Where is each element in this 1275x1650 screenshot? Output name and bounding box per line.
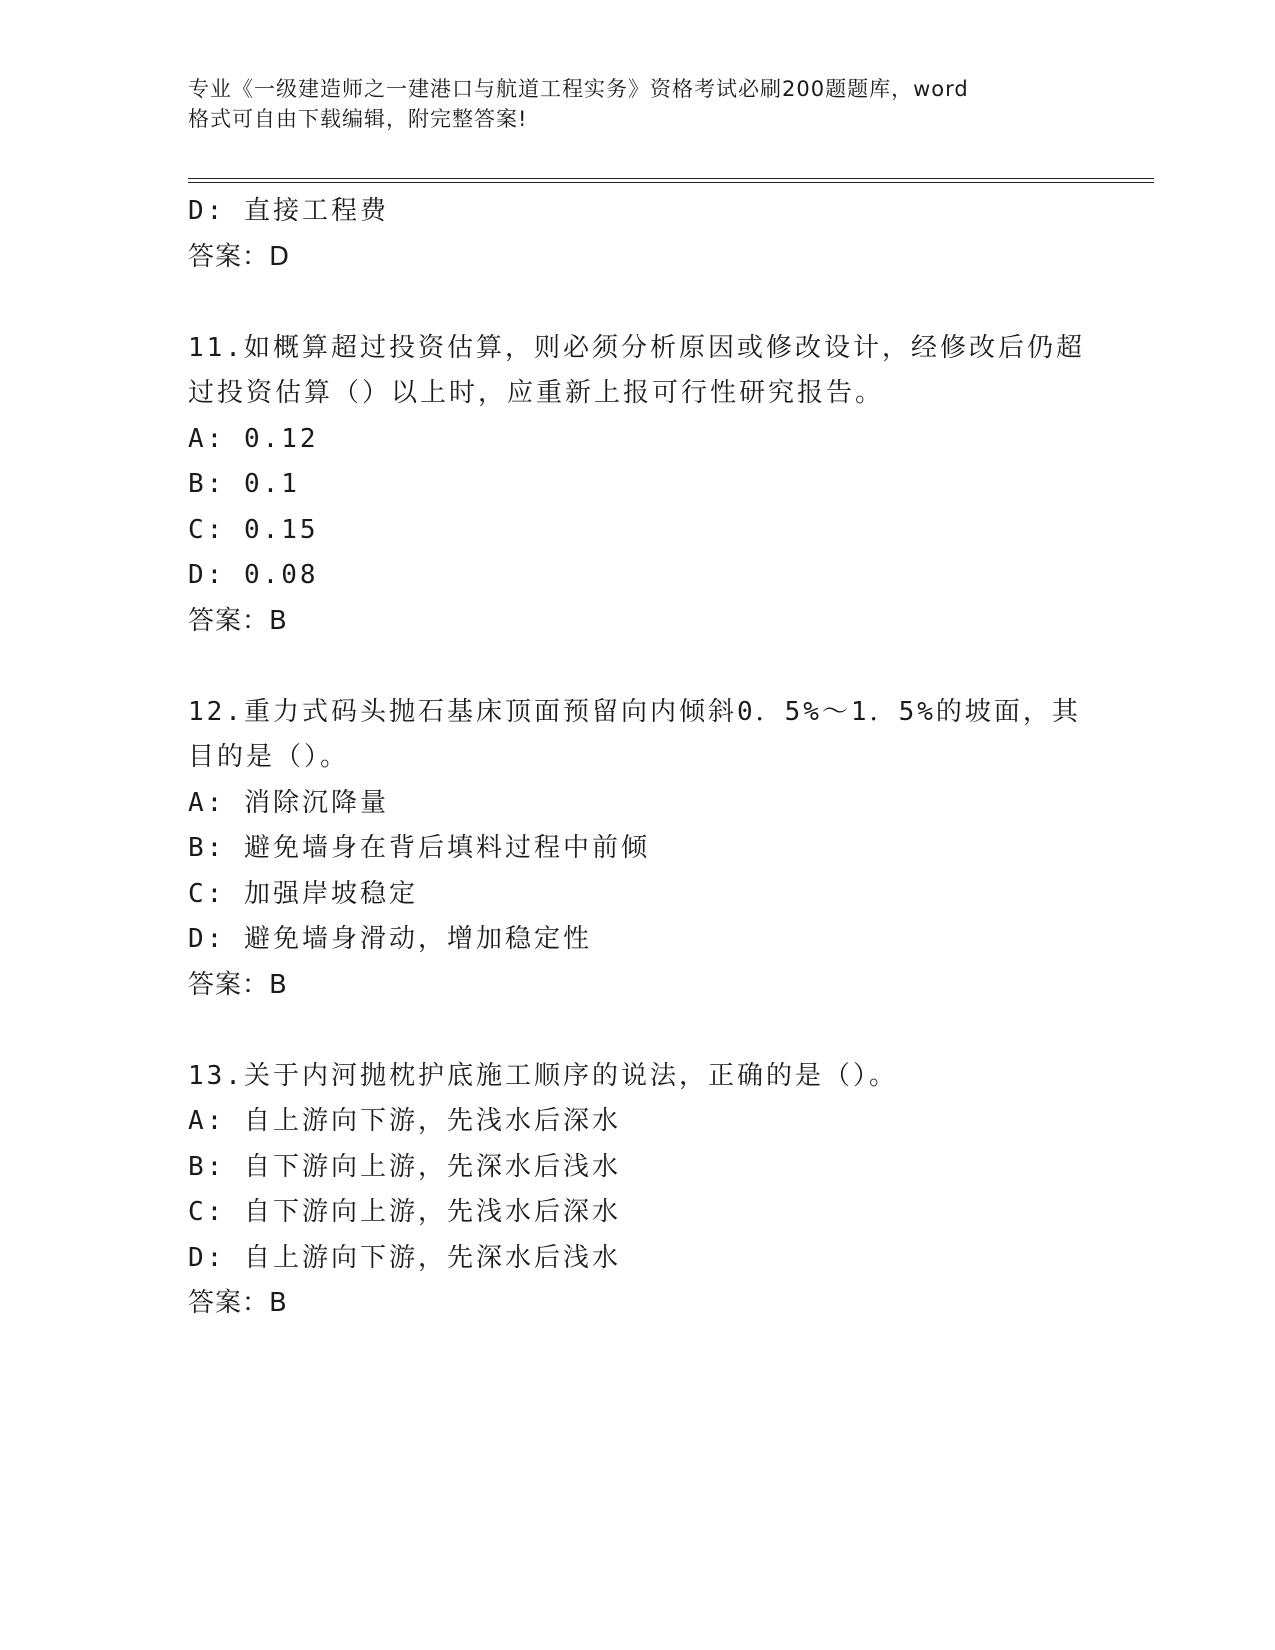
header-divider-bottom bbox=[188, 182, 1154, 183]
option-b: B: 自下游向上游，先深水后浅水 bbox=[188, 1151, 621, 1182]
question-stem-continued: 过投资估算（）以上时，应重新上报可行性研究报告。 bbox=[188, 378, 885, 408]
option-d: D: 自上游向下游，先深水后浅水 bbox=[188, 1242, 621, 1273]
question-stem: 12.重力式码头抛石基床顶面预留向内倾斜0．5%～1．5%的坡面，其 bbox=[188, 696, 1081, 727]
option-d: D: 直接工程费 bbox=[188, 196, 389, 226]
answer: 答案：D bbox=[188, 241, 291, 272]
option-c: C: 0.15 bbox=[188, 514, 319, 545]
previous-question-tail bbox=[188, 189, 1088, 280]
option-a: A: 自上游向下游，先浅水后深水 bbox=[188, 1106, 621, 1136]
option-c: C: 加强岸坡稳定 bbox=[188, 878, 418, 909]
option-a: A: 0.12 bbox=[188, 423, 319, 454]
option-a: A: 消除沉降量 bbox=[188, 787, 389, 818]
question-stem: 11.如概算超过投资估算，则必须分析原因或修改设计，经修改后仍超 bbox=[188, 332, 1085, 363]
option-d: D: 0.08 bbox=[188, 560, 319, 590]
answer: 答案：B bbox=[188, 1288, 288, 1318]
question-11 bbox=[188, 326, 1088, 645]
question-13 bbox=[188, 1054, 1088, 1327]
question-12 bbox=[188, 690, 1088, 1009]
option-b: B: 避免墙身在背后填料过程中前倾 bbox=[188, 833, 650, 863]
spacer bbox=[188, 280, 1088, 326]
spacer bbox=[188, 1008, 1088, 1054]
document-header bbox=[188, 74, 1068, 134]
option-d: D: 避免墙身滑动，增加稳定性 bbox=[188, 924, 592, 954]
spacer bbox=[188, 644, 1088, 690]
answer: 答案：B bbox=[188, 605, 288, 636]
option-c: C: 自下游向上游，先浅水后深水 bbox=[188, 1197, 621, 1227]
answer: 答案：B bbox=[188, 969, 288, 1000]
option-b: B: 0.1 bbox=[188, 469, 300, 499]
header-divider-top bbox=[188, 178, 1154, 179]
question-stem-continued: 目的是（）。 bbox=[188, 742, 350, 772]
header-line-2: 格式可自由下载编辑，附完整答案! bbox=[188, 107, 528, 131]
question-stem: 13.关于内河抛枕护底施工顺序的说法，正确的是（）。 bbox=[188, 1060, 898, 1091]
question-list bbox=[188, 189, 1088, 1327]
header-line-1: 专业《一级建造师之一建港口与航道工程实务》资格考试必刷200题题库，word bbox=[188, 77, 969, 101]
